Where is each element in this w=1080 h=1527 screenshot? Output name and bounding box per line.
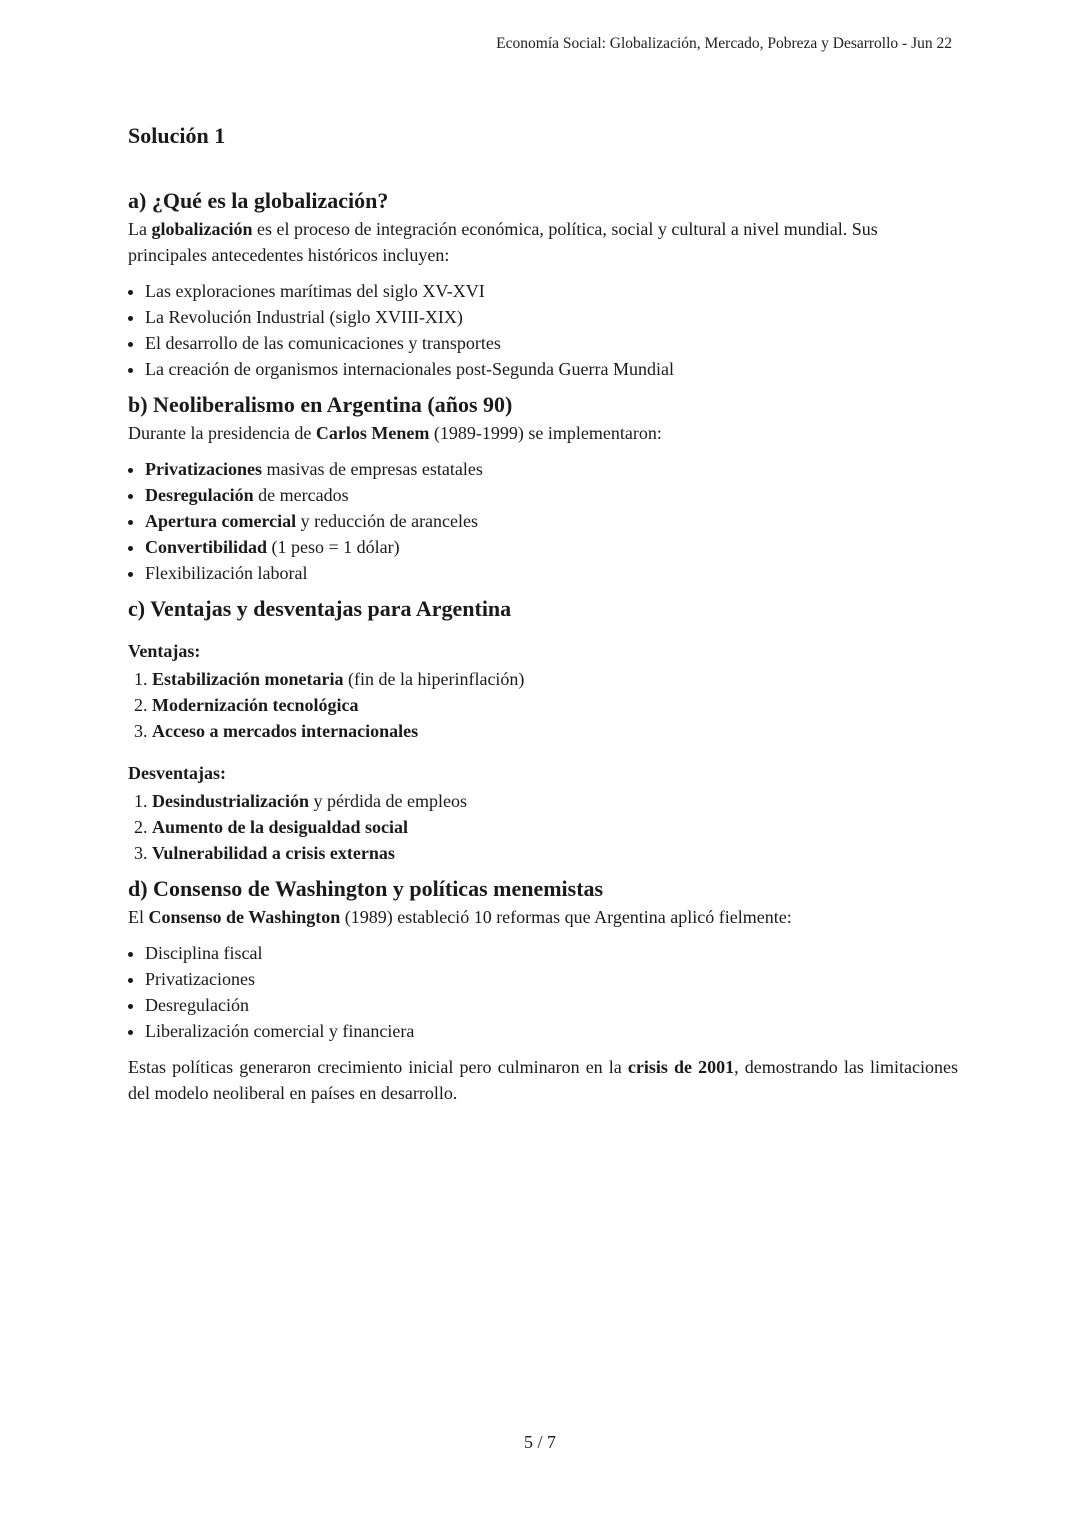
section-d-intro	[128, 904, 958, 930]
list-item	[152, 840, 958, 866]
item-bold: Desregulación	[145, 485, 254, 505]
section-d-closing	[128, 1054, 958, 1106]
item-text: y pérdida de empleos	[309, 791, 467, 811]
document-body	[128, 120, 958, 1114]
list-item: • Disciplina fiscal	[145, 940, 958, 966]
desventajas-label: Desventajas:	[128, 763, 226, 783]
closing-text: , demostrando las limitaciones del modelo neoliberal en países en desarrollo.	[128, 1057, 958, 1103]
item-bold: Acceso a mercados internacionales	[152, 721, 419, 741]
section-d-heading: d) Consenso de Washington y políticas menemistas	[128, 876, 604, 901]
item-bold: Aumento de la desigualdad social	[152, 817, 409, 837]
item-text: y reducción de aranceles	[296, 511, 479, 531]
list-item	[145, 482, 958, 508]
list-item	[145, 560, 958, 586]
closing-bold: crisis de 2001	[627, 1057, 735, 1077]
desventajas-list	[128, 788, 958, 866]
item-text: de mercados	[253, 485, 349, 505]
item-bold: Modernización tecnológica	[152, 695, 359, 715]
intro-bold: globalización	[151, 219, 253, 239]
item-text: (fin de la hiperinflación)	[343, 669, 525, 689]
list-item: • Desregulación	[145, 992, 958, 1018]
list-item: • El desarrollo de las comunicaciones y transportes	[145, 330, 958, 356]
ventajas-list	[128, 666, 958, 744]
intro-text: (1989) estableció 10 reformas que Argentina aplicó fielmente:	[340, 907, 792, 927]
page-title: Solución 1	[128, 123, 226, 148]
list-item: • Las exploraciones marítimas del siglo XV-XVI	[145, 278, 958, 304]
intro-bold: Carlos Menem	[315, 423, 430, 443]
item-bold: Desindustrialización	[152, 791, 310, 811]
item-bold: Estabilización monetaria	[152, 669, 344, 689]
item-bold: Apertura comercial	[145, 511, 297, 531]
list-item	[145, 508, 958, 534]
intro-text: El	[128, 907, 149, 927]
closing-text: Estas políticas generaron crecimiento inicial pero culminaron en la	[128, 1057, 628, 1077]
section-a	[128, 186, 958, 382]
section-a-heading: a) ¿Qué es la globalización?	[128, 188, 389, 213]
list-item: • La Revolución Industrial (siglo XVIII-XIX)	[145, 304, 958, 330]
intro-text: Durante la presidencia de	[128, 423, 316, 443]
list-item	[145, 456, 958, 482]
intro-text: es el proceso de integración económica, política, social y cultural a nivel mundial. Sus principales antecedentes históricos incluyen:	[128, 219, 878, 265]
section-d-list	[128, 940, 958, 1044]
item-bold: Privatizaciones	[145, 459, 262, 479]
intro-bold: Consenso de Washington	[148, 907, 341, 927]
intro-text: La	[128, 219, 152, 239]
list-item	[152, 788, 958, 814]
list-item	[152, 718, 958, 744]
list-item: • Privatizaciones	[145, 966, 958, 992]
section-b-intro	[128, 420, 958, 446]
section-a-list	[128, 278, 958, 382]
list-item	[152, 666, 958, 692]
section-d	[128, 874, 958, 1106]
section-b-heading: b) Neoliberalismo en Argentina (años 90)	[128, 392, 513, 417]
page-number: 5 / 7	[523, 1432, 556, 1452]
intro-text: (1989-1999) se implementaron:	[429, 423, 662, 443]
item-bold: Convertibilidad	[145, 537, 268, 557]
list-item	[145, 534, 958, 560]
list-item: • La creación de organismos internacionales post-Segunda Guerra Mundial	[145, 356, 958, 382]
item-text: masivas de empresas estatales	[261, 459, 483, 479]
section-a-intro	[128, 216, 958, 268]
section-c	[128, 594, 958, 866]
list-item: • Liberalización comercial y financiera	[145, 1018, 958, 1044]
item-text: (1 peso = 1 dólar)	[267, 537, 400, 557]
section-b-list	[128, 456, 958, 586]
item-bold: Vulnerabilidad a crisis externas	[152, 843, 395, 863]
list-item	[152, 814, 958, 840]
section-c-heading: c) Ventajas y desventajas para Argentina	[128, 596, 512, 621]
section-b	[128, 390, 958, 586]
running-header: Economía Social: Globalización, Mercado, Pobreza y Desarrollo - Jun 22	[496, 35, 952, 52]
list-item	[152, 692, 958, 718]
ventajas-label: Ventajas:	[128, 641, 201, 661]
item-text: Flexibilización laboral	[145, 563, 308, 583]
